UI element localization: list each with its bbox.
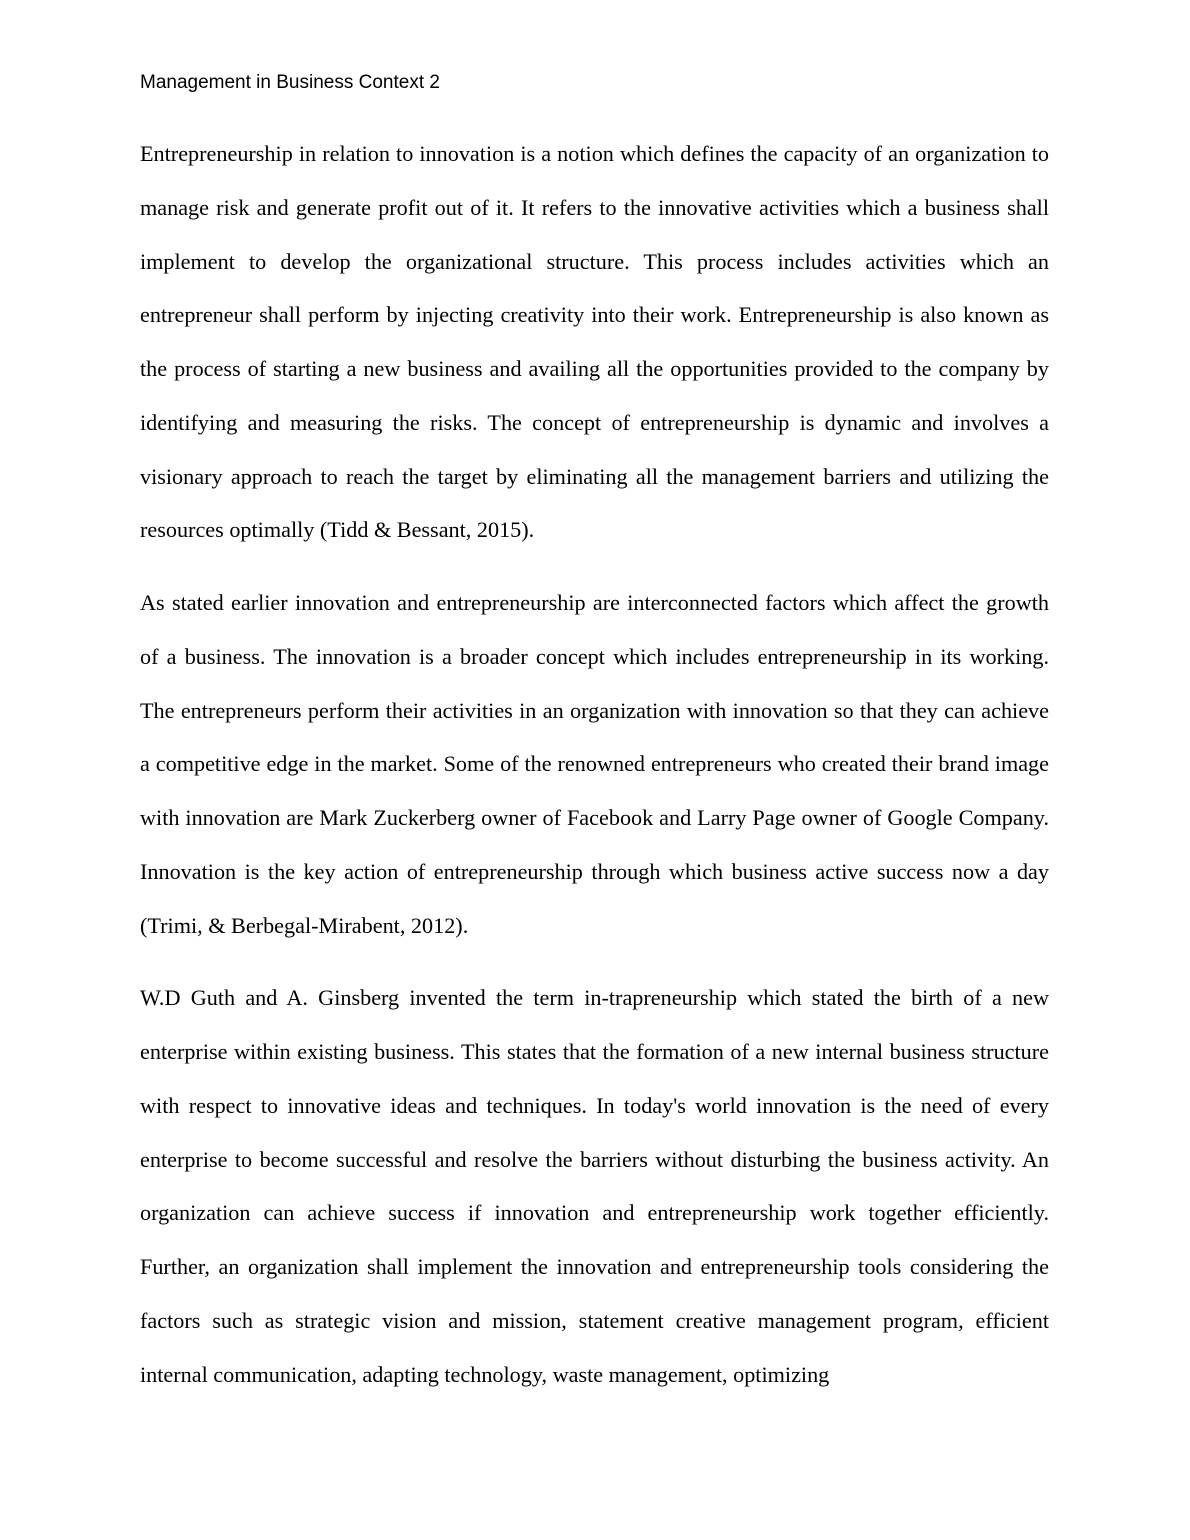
document-body: [140, 127, 1049, 1420]
paragraph-innovation-entrepreneurship-link: As stated earlier innovation and entrepreneurship are interconnected factors which affect the growth of a business. The innovation is a broader concept which includes entrepreneurship in its working. The entrepreneurs perform their activities in an organization with innovation so that they can achieve a competitive edge in the market. Some of the renowned entrepreneurs who created their brand image with innovation are Mark Zuckerberg owner of Facebook and Larry Page owner of Google Company. Innovation is the key action of entrepreneurship through which business active success now a day (Trimi, & Berbegal-Mirabent, 2012).: [140, 590, 1049, 938]
running-header: Management in Business Context 2: [140, 72, 440, 93]
paragraph-intrapreneurship: W.D Guth and A. Ginsberg invented the term in-trapreneurship which stated the birth of a new enterprise within existing business. This states that the formation of a new internal business structure with respect to innovative ideas and techniques. In today's world innovation is the need of every enterprise to become successful and resolve the barriers without disturbing the business activity. An organization can achieve success if innovation and entrepreneurship work together efficiently. Further, an organization shall implement the innovation and entrepreneurship tools considering the factors such as strategic vision and mission, statement creative management program, efficient internal communication, adapting technology, waste management, optimizing: [140, 985, 1049, 1387]
paragraph-entrepreneurship-definition: Entrepreneurship in relation to innovation is a notion which defines the capacity of an organization to manage risk and generate profit out of it. It refers to the innovative activities which a business shall implement to develop the organizational structure. This process includes activities which an entrepreneur shall perform by injecting creativity into their work. Entrepreneurship is also known as the process of starting a new business and availing all the opportunities provided to the company by identifying and measuring the risks. The concept of entrepreneurship is dynamic and involves a visionary approach to reach the target by eliminating all the management barriers and utilizing the resources optimally (Tidd & Bessant, 2015).: [140, 141, 1049, 543]
